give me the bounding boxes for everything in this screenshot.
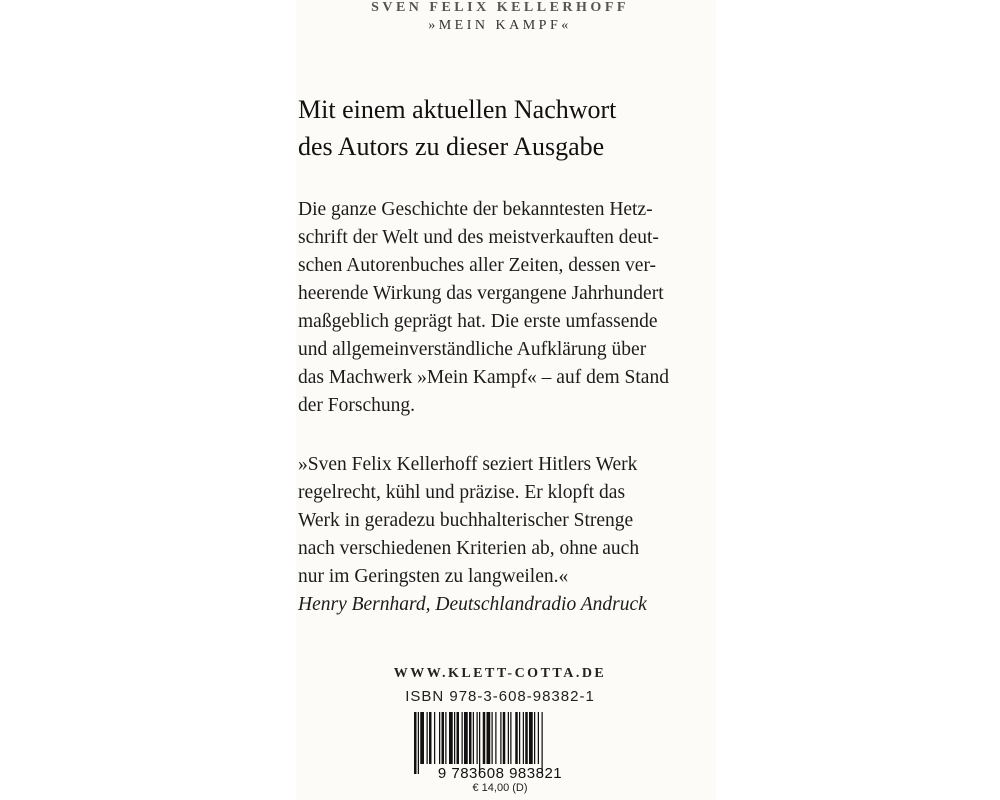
book-title: »MEIN KAMPF« (428, 18, 572, 33)
quote-line: regelrecht, kühl und präzise. Er klopft das (298, 482, 626, 503)
quote-line: nur im Geringsten zu langweilen.« (298, 566, 569, 587)
quote-line: Werk in geradezu buchhalterischer Strenge (298, 510, 634, 531)
barcode-bar (523, 712, 524, 764)
quote-attribution: Henry Bernhard, Deutschlandradio Andruck (298, 594, 647, 615)
barcode-bar (525, 712, 528, 764)
barcode-bar (515, 712, 518, 764)
barcode-bar (445, 712, 446, 764)
description-line: das Machwerk »Mein Kampf« – auf dem Stand (298, 367, 669, 388)
barcode-bar (483, 712, 486, 764)
barcode-bar (429, 712, 432, 764)
barcode-bar (439, 712, 440, 764)
barcode-bar (449, 712, 453, 764)
barcode-bar (464, 712, 468, 764)
description-line: maßgeblich geprägt hat. Die erste umfassende (298, 311, 658, 332)
headline-line: des Autors zu dieser Ausgabe (298, 132, 605, 161)
barcode-bar (495, 712, 496, 764)
price: € 14,00 (D) (472, 782, 528, 794)
barcode-bar (477, 712, 478, 764)
barcode-bar (462, 712, 463, 764)
isbn-number: ISBN 978-3-608-98382-1 (405, 688, 595, 705)
barcode-bar (529, 712, 533, 764)
publisher-website: WWW.KLETT-COTTA.DE (393, 666, 607, 681)
barcode-bar (420, 712, 424, 764)
barcode-bar (434, 712, 435, 764)
barcode-bar (427, 712, 428, 764)
barcode-bar (442, 712, 445, 764)
description-line: Die ganze Geschichte der bekanntesten Hetz- (298, 199, 653, 220)
barcode-bar (534, 712, 535, 764)
review-quote (298, 451, 718, 619)
description-line: heerende Wirkung das vergangene Jahrhundert (298, 283, 664, 304)
quote-line: »Sven Felix Kellerhoff seziert Hitlers Werk (298, 454, 638, 475)
barcode-bar (454, 712, 455, 764)
barcode-bar (538, 712, 539, 764)
author-name: SVEN FELIX KELLERHOFF (371, 0, 629, 15)
barcode-bar (508, 712, 509, 764)
headline (298, 91, 718, 165)
barcode-bar (519, 712, 520, 764)
barcode-bar (487, 712, 491, 764)
barcode-digits: 9 783608 983821 (437, 765, 563, 782)
description-line: und allgemeinverständliche Aufklärung über (298, 339, 647, 360)
barcode-bar (492, 712, 493, 764)
barcode-bar (500, 712, 501, 764)
barcode-bar (510, 712, 511, 764)
headline-line: Mit einem aktuellen Nachwort (298, 95, 617, 124)
barcode-bar (503, 712, 506, 764)
barcode-bar (469, 712, 472, 764)
description-line: schrift der Welt und des meistverkauften deut- (298, 227, 659, 248)
barcode-bar (457, 712, 460, 764)
barcode-bar (473, 712, 474, 764)
description-line: der Forschung. (298, 395, 415, 416)
description (298, 196, 718, 420)
quote-line: nach verschiedenen Kriterien ab, ohne auch (298, 538, 640, 559)
description-line: schen Autorenbuches aller Zeiten, dessen ver- (298, 255, 657, 276)
